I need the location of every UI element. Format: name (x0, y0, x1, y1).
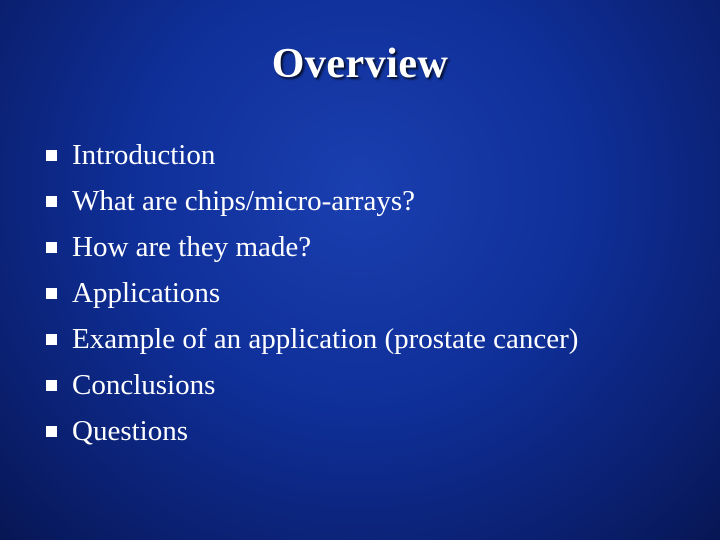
bullet-item-introduction (46, 132, 578, 178)
bullet-text: Introduction (72, 138, 216, 171)
square-bullet-icon (46, 150, 57, 161)
bullet-item-applications (46, 270, 578, 316)
bullet-text: Questions (72, 414, 188, 447)
bullet-item-chips (46, 178, 578, 224)
square-bullet-icon (46, 380, 57, 391)
bullet-text: What are chips/micro-arrays? (72, 184, 415, 217)
bullet-list (46, 132, 578, 454)
square-bullet-icon (46, 334, 57, 345)
square-bullet-icon (46, 426, 57, 437)
bullet-text: Applications (72, 276, 221, 309)
bullet-item-example (46, 316, 578, 362)
slide-title: Overview (271, 41, 449, 87)
bullet-text: How are they made? (72, 230, 312, 263)
bullet-item-how-made (46, 224, 578, 270)
square-bullet-icon (46, 196, 57, 207)
bullet-text: Conclusions (72, 368, 216, 401)
square-bullet-icon (46, 288, 57, 299)
square-bullet-icon (46, 242, 57, 253)
bullet-item-questions (46, 408, 578, 454)
bullet-text: Example of an application (prostate cancer) (72, 322, 579, 355)
bullet-item-conclusions (46, 362, 578, 408)
